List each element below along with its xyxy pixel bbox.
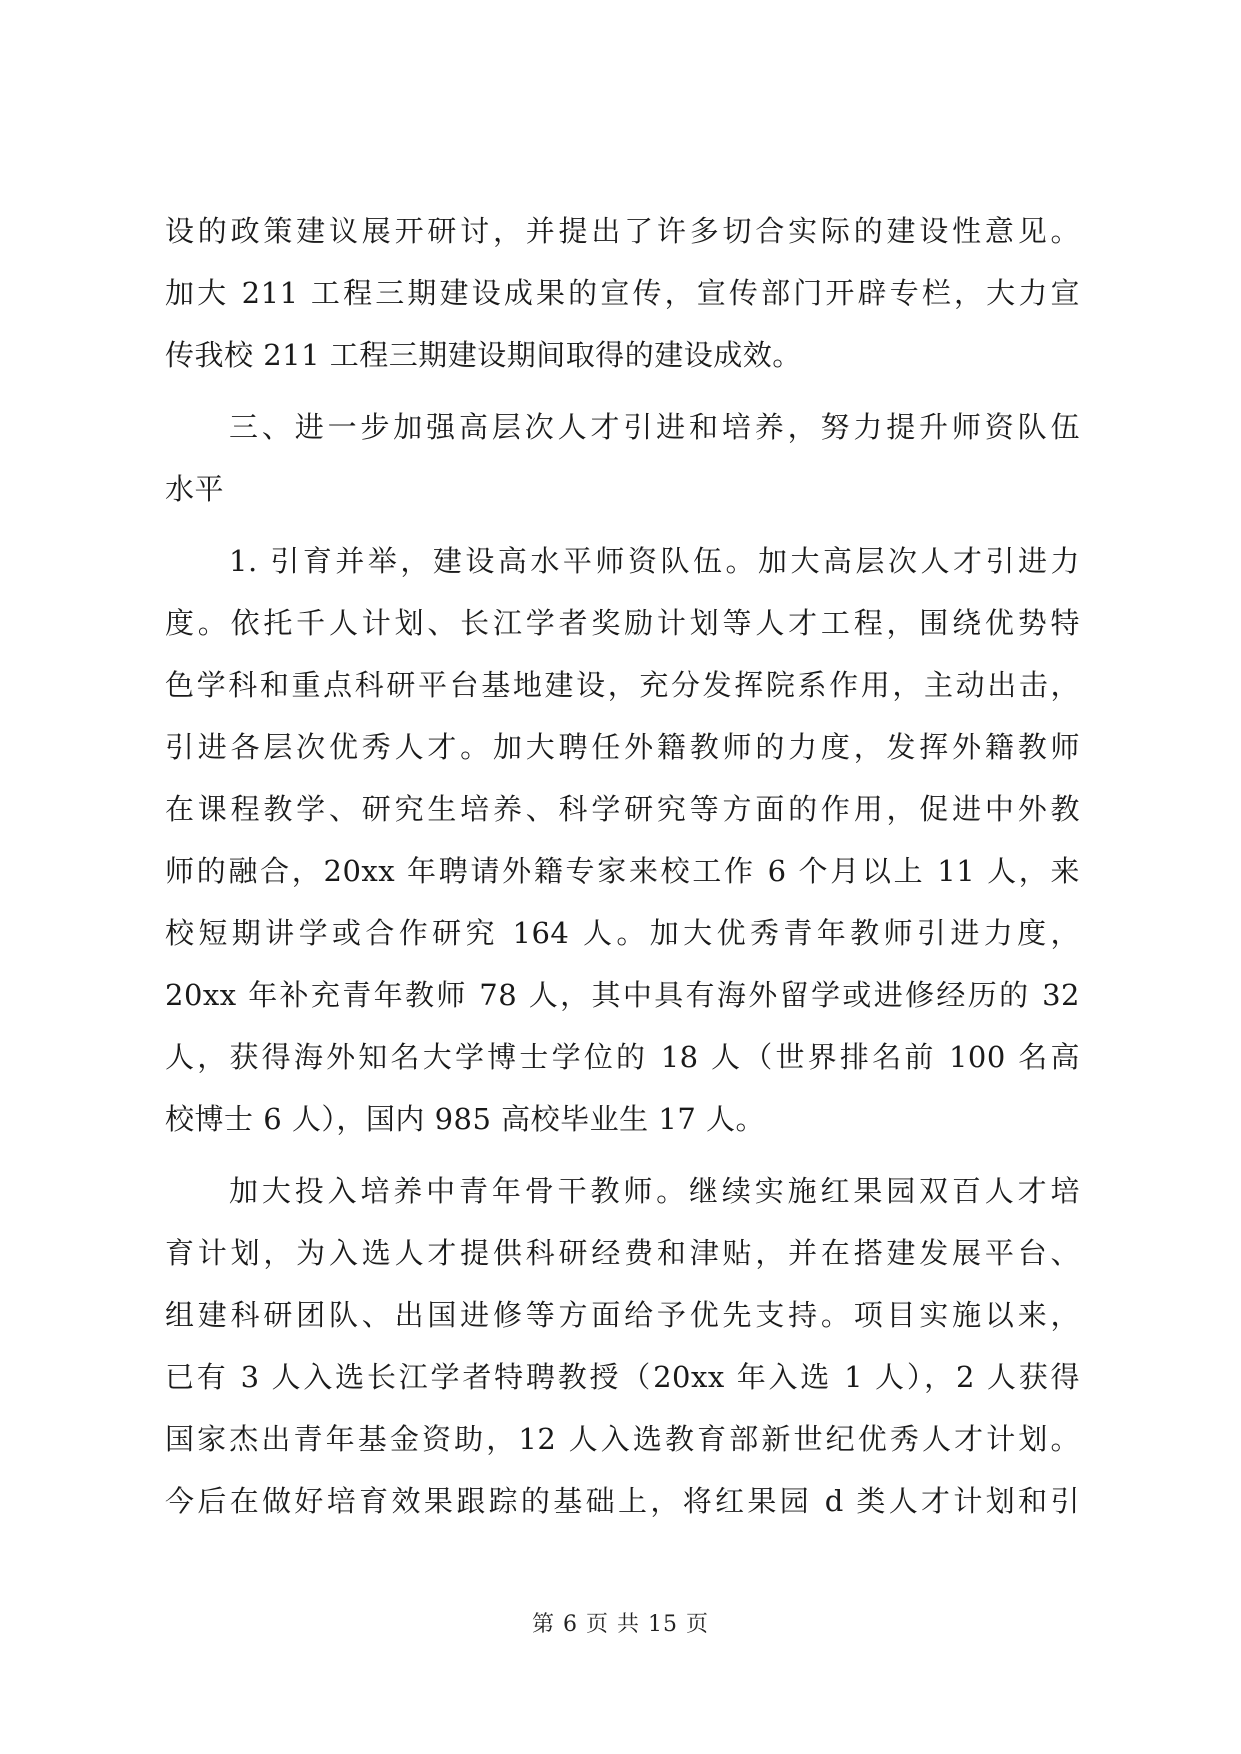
text-line: 色学科和重点科研平台基地建设，充分发挥院系作用，主动出击，: [165, 668, 1080, 702]
text-line: 今后在做好培育效果跟踪的基础上，将红果园 d 类人才计划和引: [165, 1484, 1080, 1518]
section-heading-continued: 水平: [165, 472, 225, 506]
text-line: 加大 211 工程三期建设成果的宣传，宣传部门开辟专栏，大力宣: [165, 276, 1080, 310]
text-line: 传我校 211 工程三期建设期间取得的建设成效。: [165, 338, 802, 372]
text-line: 度。依托千人计划、长江学者奖励计划等人才工程，围绕优势特: [165, 606, 1080, 640]
text-line: 引进各层次优秀人才。加大聘任外籍教师的力度，发挥外籍教师: [165, 730, 1080, 764]
text-line: 校短期讲学或合作研究 164 人。加大优秀青年教师引进力度，: [165, 916, 1080, 950]
text-line: 1. 引育并举，建设高水平师资队伍。加大高层次人才引进力: [229, 544, 1080, 578]
text-line: 组建科研团队、出国进修等方面给予优先支持。项目实施以来，: [165, 1298, 1080, 1332]
text-line: 人，获得海外知名大学博士学位的 18 人（世界排名前 100 名高: [165, 1040, 1080, 1074]
paragraph-gap: [165, 1150, 1080, 1160]
paragraph-gap: [165, 386, 1080, 396]
text-line: 设的政策建议展开研讨，并提出了许多切合实际的建设性意见。: [165, 214, 1080, 248]
text-line: 国家杰出青年基金资助，12 人入选教育部新世纪优秀人才计划。: [165, 1422, 1080, 1456]
text-line: 师的融合，20xx 年聘请外籍专家来校工作 6 个月以上 11 人，来: [165, 854, 1080, 888]
text-line: 育计划，为入选人才提供科研经费和津贴，并在搭建发展平台、: [165, 1236, 1080, 1270]
text-line: 校博士 6 人），国内 985 高校毕业生 17 人。: [165, 1102, 766, 1136]
text-line: 在课程教学、研究生培养、科学研究等方面的作用，促进中外教: [165, 792, 1080, 826]
text-line: 已有 3 人入选长江学者特聘教授（20xx 年入选 1 人），2 人获得: [165, 1360, 1080, 1394]
text-line: 加大投入培养中青年骨干教师。继续实施红果园双百人才培: [229, 1174, 1080, 1208]
page-number-footer: 第 6 页 共 15 页: [532, 1612, 709, 1637]
document-body: [165, 200, 1080, 1532]
paragraph-gap: [165, 520, 1080, 530]
section-heading: 三、进一步加强高层次人才引进和培养，努力提升师资队伍: [229, 410, 1080, 444]
text-line: 20xx 年补充青年教师 78 人，其中具有海外留学或进修经历的 32: [165, 978, 1080, 1012]
